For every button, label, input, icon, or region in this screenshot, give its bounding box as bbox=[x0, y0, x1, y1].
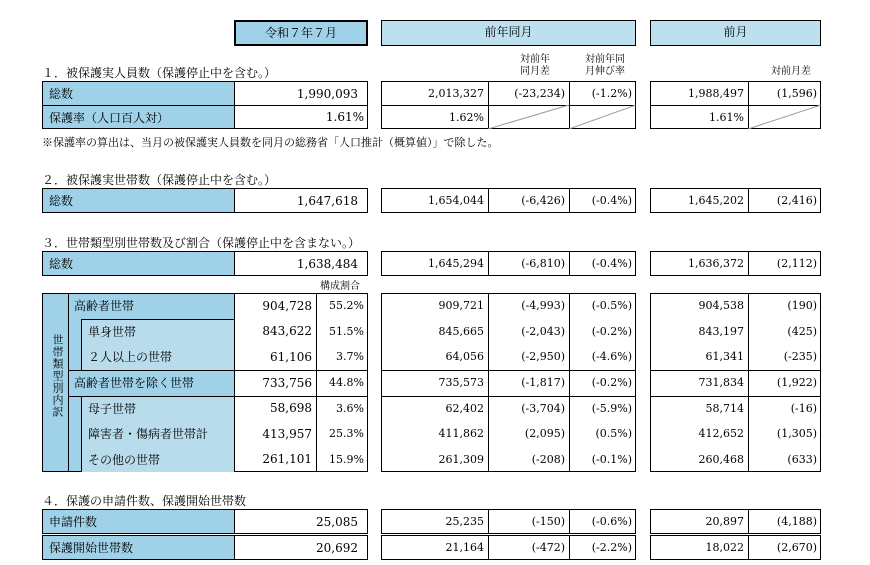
row-label: 高齢者世帯 bbox=[74, 299, 135, 314]
prev-month-value: 18,022 bbox=[705, 541, 744, 554]
prev-month-value: 1,645,202 bbox=[688, 194, 744, 207]
ratio-value: 44.8% bbox=[329, 376, 364, 390]
ratio-value: 15.9% bbox=[329, 452, 364, 466]
current-value: 904,728 bbox=[262, 298, 312, 313]
yoy-diff: (-6,810) bbox=[521, 257, 565, 270]
ratio-value: 3.7% bbox=[336, 350, 364, 364]
mom-diff: (-235) bbox=[783, 350, 817, 364]
yoy-diff: (-208) bbox=[531, 452, 565, 466]
mom-diff: (2,670) bbox=[776, 541, 817, 554]
row-label: 保護開始世帯数 bbox=[42, 535, 235, 560]
prev-year-value: 909,721 bbox=[438, 299, 484, 313]
section-3-title: ３．世帯類型別世帯数及び割合（保護停止中を含まない。） bbox=[42, 236, 361, 250]
prev-year-value: 1.62% bbox=[449, 110, 484, 124]
row-label: 障害者・傷病者世帯計 bbox=[88, 427, 209, 442]
yoy-diff: (-4,993) bbox=[521, 299, 565, 313]
mom-diff: (425) bbox=[787, 324, 817, 338]
ratio-value: 25.3% bbox=[329, 427, 364, 441]
current-value: 1,647,618 bbox=[296, 193, 358, 208]
prev-year-value: 1,654,044 bbox=[428, 194, 484, 207]
section-2-title: ２．被保護実世帯数（保護停止中を含む。） bbox=[42, 173, 277, 187]
col-mom-diff-header: 対前月差 bbox=[771, 66, 811, 77]
mom-diff: (1,596) bbox=[776, 87, 817, 100]
prev-year-value: 21,164 bbox=[445, 541, 484, 554]
yoy-rate: (-4.6%) bbox=[591, 350, 632, 364]
mom-diff: (-16) bbox=[790, 401, 817, 415]
yoy-diff: (-23,234) bbox=[514, 87, 565, 100]
row-label: 単身世帯 bbox=[88, 324, 137, 339]
current-value: 20,692 bbox=[316, 540, 358, 555]
col-yoy-diff-header: 対前年 同月差 bbox=[520, 54, 550, 77]
yoy-rate: (-0.4%) bbox=[591, 194, 632, 207]
yoy-rate: (0.5%) bbox=[595, 427, 632, 441]
mom-diff: (2,416) bbox=[776, 194, 817, 207]
prev-year-value: 64,056 bbox=[445, 350, 484, 364]
current-value: 1.61% bbox=[325, 110, 364, 124]
yoy-diff: (2,095) bbox=[524, 427, 565, 441]
yoy-diff: (-150) bbox=[531, 515, 565, 528]
current-value: 413,957 bbox=[262, 426, 312, 441]
current-value: 25,085 bbox=[316, 514, 358, 529]
row-label: 申請件数 bbox=[42, 509, 235, 534]
current-value: 61,106 bbox=[270, 349, 312, 364]
prev-month-value: 1.61% bbox=[709, 110, 744, 124]
row-label: ２人以上の世帯 bbox=[88, 350, 173, 365]
prev-month-value: 904,538 bbox=[698, 299, 744, 313]
mom-diff: (190) bbox=[787, 299, 817, 313]
diagonal-hatch bbox=[748, 105, 821, 129]
yoy-rate: (-0.2%) bbox=[591, 376, 632, 390]
current-value: 58,698 bbox=[270, 401, 312, 416]
yoy-diff: (-1,817) bbox=[521, 376, 565, 390]
current-value: 261,101 bbox=[262, 452, 312, 467]
yoy-rate: (-1.2%) bbox=[591, 87, 632, 100]
header-prev-month: 前月 bbox=[650, 20, 821, 46]
row-label: 母子世帯 bbox=[88, 401, 137, 416]
diagonal-hatch bbox=[488, 105, 636, 129]
yoy-diff: (-6,426) bbox=[521, 194, 565, 207]
ratio-value: 3.6% bbox=[336, 401, 364, 415]
mom-diff: (633) bbox=[787, 452, 817, 466]
prev-year-value: 25,235 bbox=[445, 515, 484, 528]
yoy-rate: (-0.2%) bbox=[591, 324, 632, 338]
prev-month-value: 843,197 bbox=[698, 324, 744, 338]
row-label: 総数 bbox=[42, 81, 235, 106]
yoy-diff: (-472) bbox=[531, 541, 565, 554]
prev-month-value: 1,636,372 bbox=[688, 257, 744, 270]
yoy-rate: (-5.9%) bbox=[591, 401, 632, 415]
mom-diff: (4,188) bbox=[776, 515, 817, 528]
yoy-diff: (-2,043) bbox=[521, 324, 565, 338]
section-4-title: ４．保護の申請件数、保護開始世帯数 bbox=[42, 494, 247, 508]
header-current-month: 令和７年７月 bbox=[234, 20, 368, 46]
prev-year-value: 2,013,327 bbox=[428, 87, 484, 100]
row-label: 保護率（人口百人対） bbox=[42, 105, 235, 129]
ratio-value: 51.5% bbox=[329, 324, 364, 338]
current-value: 1,638,484 bbox=[296, 256, 358, 271]
header-prev-year: 前年同月 bbox=[381, 20, 636, 46]
current-value: 1,990,093 bbox=[296, 86, 358, 101]
prev-month-value: 260,468 bbox=[698, 452, 744, 466]
prev-year-value: 261,309 bbox=[438, 452, 484, 466]
yoy-diff: (-3,704) bbox=[521, 401, 565, 415]
prev-month-value: 412,652 bbox=[698, 427, 744, 441]
current-value: 843,622 bbox=[262, 324, 312, 339]
prev-month-value: 20,897 bbox=[705, 515, 744, 528]
section-1-title: １．被保護実人員数（保護停止中を含む。） bbox=[42, 66, 277, 80]
yoy-rate: (-0.4%) bbox=[591, 257, 632, 270]
prev-year-value: 411,862 bbox=[438, 427, 484, 441]
row-label: 総数 bbox=[42, 188, 235, 213]
mom-diff: (1,922) bbox=[776, 376, 817, 390]
yoy-rate: (-0.6%) bbox=[591, 515, 632, 528]
col-yoy-rate-header: 対前年同 月伸び率 bbox=[585, 54, 625, 77]
ratio-header: 構成割合 bbox=[320, 281, 360, 292]
mom-diff: (2,112) bbox=[776, 257, 817, 270]
prev-month-value: 1,988,497 bbox=[688, 87, 744, 100]
prev-month-value: 61,341 bbox=[705, 350, 744, 364]
prev-year-value: 735,573 bbox=[438, 376, 484, 390]
prev-year-value: 1,645,294 bbox=[428, 257, 484, 270]
current-value: 733,756 bbox=[262, 375, 312, 390]
prev-month-value: 58,714 bbox=[705, 401, 744, 415]
prev-year-value: 62,402 bbox=[445, 401, 484, 415]
yoy-rate: (-0.1%) bbox=[591, 452, 632, 466]
row-label: 総数 bbox=[42, 251, 235, 276]
yoy-rate: (-0.5%) bbox=[591, 299, 632, 313]
ratio-value: 55.2% bbox=[329, 299, 364, 313]
prev-month-value: 731,834 bbox=[698, 376, 744, 390]
yoy-rate: (-2.2%) bbox=[591, 541, 632, 554]
side-label: 世帯類型別内訳 bbox=[51, 334, 64, 418]
row-label: その他の世帯 bbox=[88, 452, 161, 467]
note-text: ※保護率の算出は、当月の被保護実人員数を同月の総務省「人口推計（概算値）」で除した。 bbox=[42, 136, 499, 149]
row-label: 高齢者世帯を除く世帯 bbox=[74, 376, 195, 391]
mom-diff: (1,305) bbox=[776, 427, 817, 441]
yoy-diff: (-2,950) bbox=[521, 350, 565, 364]
prev-year-value: 845,665 bbox=[438, 324, 484, 338]
